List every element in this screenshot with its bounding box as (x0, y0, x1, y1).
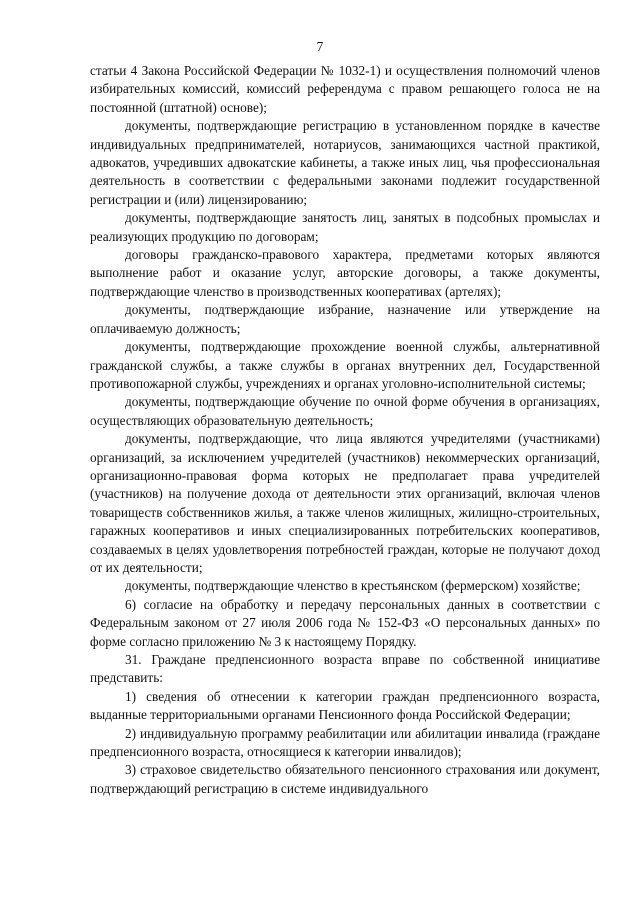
paragraph: документы, подтверждающие регистрацию в установленном порядке в качестве индивидуальных предпринимателей, нотариусов, занимающихся частной практикой, адвокатов, учредивших адвокатские кабинеты, а также иных лиц, чья профессиональная деятельность в соответствии с федеральными законами подлежит государственной регистрации и (или) лицензированию; (90, 118, 600, 207)
document-body (90, 62, 600, 798)
paragraph: 31. Граждане предпенсионного возраста вправе по собственной инициативе представить: (90, 652, 600, 686)
paragraph: статьи 4 Закона Российской Федерации № 1032-1) и осуществления полномочий членов избирательных комиссий, комиссий референдума с правом решающего голоса не на постоянной (штатной) основе); (90, 63, 600, 115)
page-number: 7 (316, 39, 324, 54)
paragraph: 2) индивидуальную программу реабилитации или абилитации инвалида (граждане предпенсионного возраста, относящиеся к категории инвалидов); (90, 725, 600, 760)
paragraph: 6) согласие на обработку и передачу персональных данных в соответствии с Федеральным законом от 27 июля 2006 года № 152-ФЗ «О персональных данных» по форме согласно приложению № 3 к настоящему Порядку. (90, 596, 600, 649)
paragraph: документы, подтверждающие, что лица являются учредителями (участниками) организаций, за исключением учредителей (участников) некоммерческих организаций, организационно-правовая форма которых не предполагает права учредителей (участников) на получение дохода от деятельности этих организаций, включая членов товариществ собственников жилья, а также членов жилищных, жилищно-строительных, гаражных кооперативов и иных специализированных потребительских кооперативов, создаваемых в целях удовлетворения потребностей граждан, которые не получают доход от их деятельности; (90, 431, 600, 575)
paragraph: документы, подтверждающие занятость лиц, занятых в подсобных промыслах и реализующих продукцию по договорам; (90, 210, 600, 244)
paragraph: документы, подтверждающие избрание, назначение или утверждение на оплачиваемую должность; (90, 302, 600, 336)
paragraph: 3) страховое свидетельство обязательного пенсионного страхования или документ, подтверждающий регистрацию в системе индивидуального (90, 762, 600, 796)
paragraph: документы, подтверждающие обучение по очной форме обучения в организациях, осуществляющих образовательную деятельность; (90, 394, 600, 428)
paragraph: договоры гражданско-правового характера, предметами которых являются выполнение работ и оказание услуг, авторские договоры, а также документы, подтверждающие членство в производственных кооперативах (артелях); (90, 247, 600, 299)
paragraph: документы, подтверждающие прохождение военной службы, альтернативной гражданской службы, а также службы в органах внутренних дел, Государственной противопожарной службы, учреждениях и органах уголовно-исполнительной системы; (90, 339, 600, 391)
paragraph: документы, подтверждающие членство в крестьянском (фермерском) хозяйстве; (125, 578, 581, 594)
paragraph: 1) сведения об отнесении к категории граждан предпенсионного возраста, выданные территориальными органами Пенсионного фонда Российской Федерации; (90, 688, 600, 723)
